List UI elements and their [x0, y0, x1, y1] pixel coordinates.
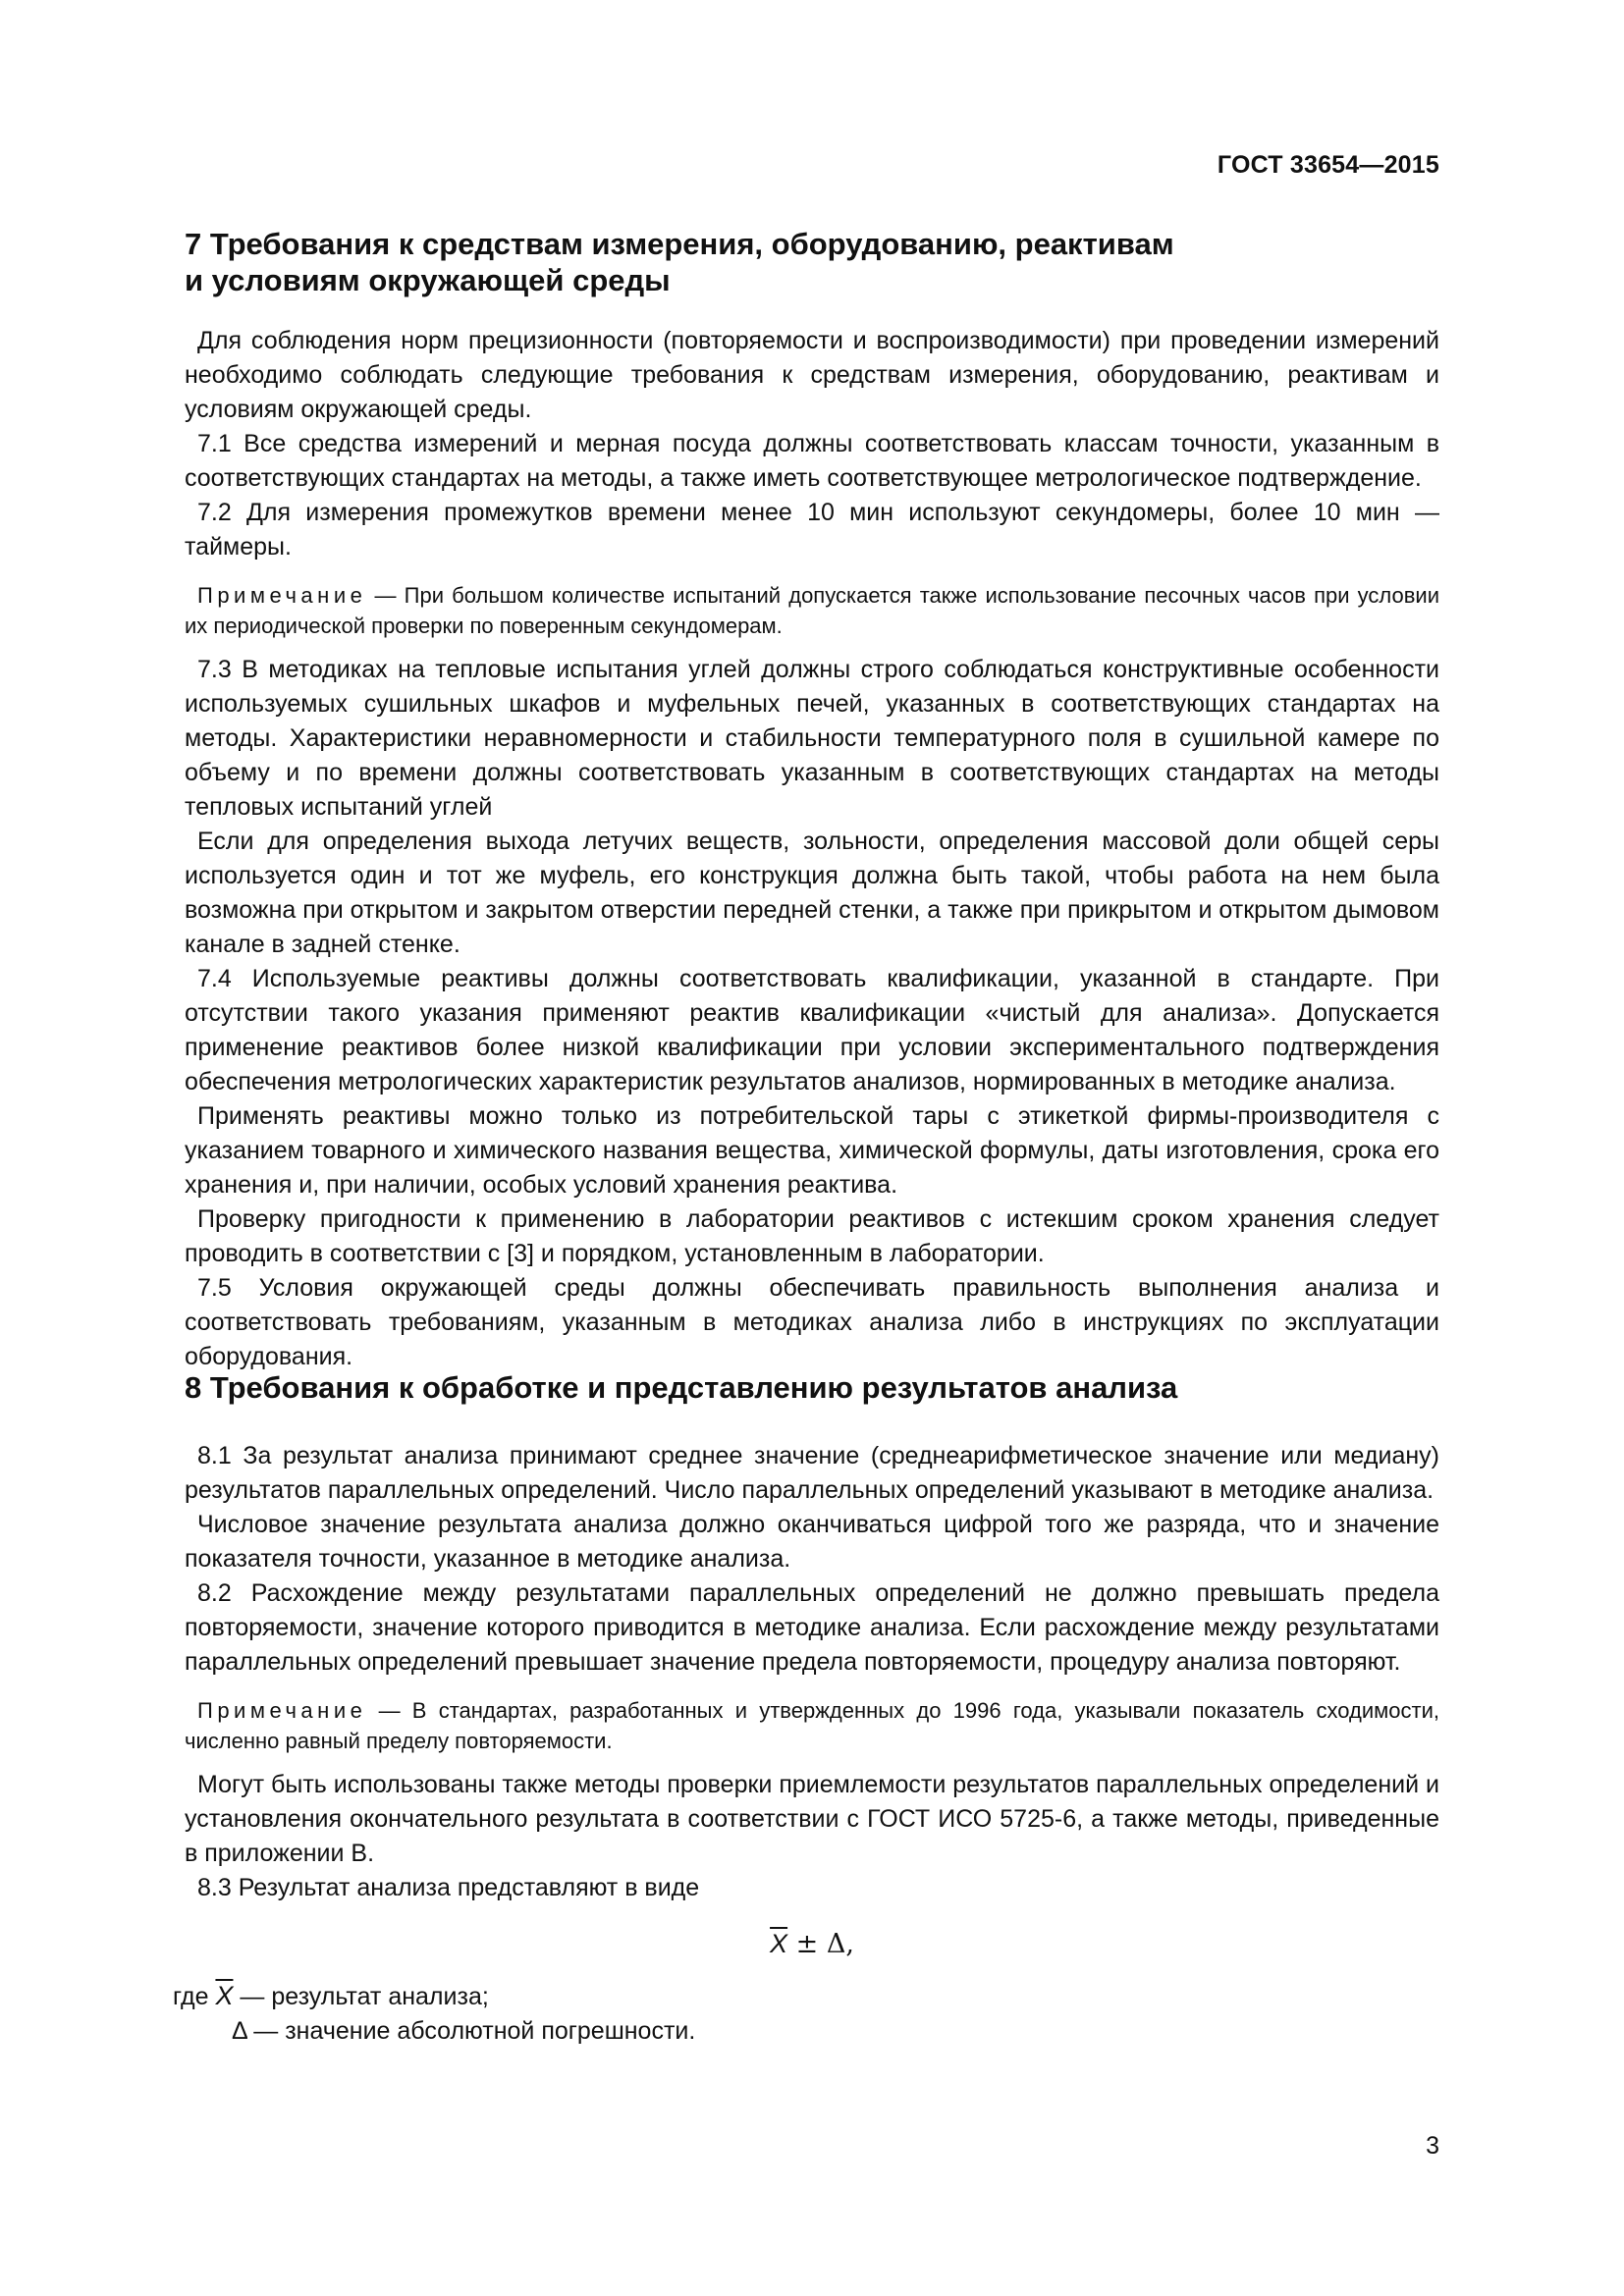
- note-2: [185, 1695, 1439, 1756]
- where-x-description: — результат анализа;: [233, 1983, 489, 2010]
- paragraph-7-4c: Проверку пригодности к применению в лаборатории реактивов с истекшим сроком хранения следует проводить в соответствии с [3] и порядком, установленным в лаборатории.: [185, 1205, 1439, 1267]
- paragraph-8-3: 8.3 Результат анализа представляют в виде: [197, 1874, 700, 1901]
- paragraph-8-2b: Могут быть использованы также методы проверки приемлемости результатов параллельных определений и установления окончательного результата в соответствии с ГОСТ ИСО 5725-6, а также методы, приведенные в приложении В.: [185, 1771, 1439, 1867]
- where-variable: $\overline{X}$: [215, 1981, 234, 2010]
- formula-rest: ± Δ,: [787, 1929, 854, 1959]
- where-item-delta: [173, 2014, 1439, 2049]
- paragraph-7-5: 7.5 Условия окружающей среды должны обеспечивать правильность выполнения анализа и соответствовать требованиям, указанным в методиках анализа либо в инструкциях по эксплуатации оборудования.: [185, 1274, 1439, 1370]
- note-2-text: — В стандартах, разработанных и утвержденных до 1996 года, указывали показатель сходимости, численно равный пределу повторяемости.: [185, 1698, 1439, 1753]
- section-7-title: [173, 226, 1439, 298]
- formula-variable: $\overline{X}$: [770, 1929, 788, 1958]
- formula: [185, 1927, 1439, 1961]
- section-7-title-line2: и условиям окружающей среды: [185, 263, 671, 297]
- note-1-text: — При большом количестве испытаний допускается также использование песочных часов при условии их периодической проверки по поверенным секундомерам.: [185, 583, 1439, 638]
- section-7: [173, 226, 1439, 298]
- paragraph-7-3b: Если для определения выхода летучих веществ, зольности, определения массовой доли общей серы используется один и тот же муфель, его конструкция должна быть такой, чтобы работа на нем была возможна при открытом и закрытом отверстии передней стенки, а также при прикрытом и открытом дымовом канале в задней стенке.: [185, 828, 1439, 958]
- paragraph-8-2: 8.2 Расхождение между результатами параллельных определений не должно превышать предела повторяемости, значение которого приводится в методике анализа. Если расхождение между результатами параллельных определений превышает значение предела повторяемости, процедуру анализа повторяют.: [185, 1579, 1439, 1676]
- paragraph-7-2: 7.2 Для измерения промежутков времени менее 10 мин используют секундомеры, более 10 мин — таймеры.: [185, 499, 1439, 561]
- where-item-x: [173, 1979, 1439, 2014]
- where-list: [173, 1979, 1439, 2049]
- section-8-title: 8 Требования к обработке и представлению результатов анализа: [185, 1370, 1178, 1405]
- paragraph-7-4: 7.4 Используемые реактивы должны соответствовать квалификации, указанной в стандарте. При отсутствии такого указания применяют реактив квалификации «чистый для анализа». Допускается применение реактивов более низкой квалификации при условии экспериментального подтверждения обеспечения метрологических характеристик результатов анализов, нормированных в методике анализа.: [185, 965, 1439, 1095]
- note-1: [185, 580, 1439, 641]
- paragraph-7-1: 7.1 Все средства измерений и мерная посуда должны соответствовать классам точности, указанным в соответствующих стандартах на методы, а также иметь соответствующее метрологическое подтверждение.: [185, 430, 1439, 492]
- note-2-label: Примечание: [197, 1698, 367, 1723]
- page-number: 3: [1426, 2132, 1439, 2160]
- section-8: [173, 1369, 1439, 1406]
- paragraph-7-4b: Применять реактивы можно только из потребительской тары с этикеткой фирмы-производителя с указанием товарного и химического названия вещества, химической формулы, даты изготовления, срока его хранения и, при наличии, особых условий хранения реактива.: [185, 1102, 1439, 1199]
- section-8-body: [173, 1439, 1439, 2049]
- paragraph-8-1: 8.1 За результат анализа принимают среднее значение (среднеарифметическое значение или медиану) результатов параллельных определений. Число параллельных определений указывают в методике анализа.: [185, 1442, 1439, 1504]
- section-7-intro: Для соблюдения норм прецизионности (повторяемости и воспроизводимости) при проведении измерений необходимо соблюдать следующие требования к средствам измерения, оборудованию, реактивам и условиям окружающей среды.: [185, 327, 1439, 423]
- paragraph-8-1b: Числовое значение результата анализа должно оканчиваться цифрой того же разряда, что и значение показателя точности, указанное в методике анализа.: [185, 1511, 1439, 1573]
- where-prefix: где: [173, 1983, 216, 2010]
- where-delta-description: Δ — значение абсолютной погрешности.: [232, 2017, 696, 2045]
- paragraph-7-3: 7.3 В методиках на тепловые испытания углей должны строго соблюдаться конструктивные особенности используемых сушильных шкафов и муфельных печей, указанных в соответствующих стандартах на методы. Характеристики неравномерности и стабильности температурного поля в сушильной камере по объему и по времени должны соответствовать указанным в соответствующих стандартах на методы тепловых испытаний углей: [185, 656, 1439, 821]
- section-7-body: [173, 324, 1439, 1374]
- note-1-label: Примечание: [197, 583, 367, 608]
- document-code: ГОСТ 33654—2015: [1217, 151, 1439, 179]
- section-7-title-line1: 7 Требования к средствам измерения, оборудованию, реактивам: [185, 227, 1174, 261]
